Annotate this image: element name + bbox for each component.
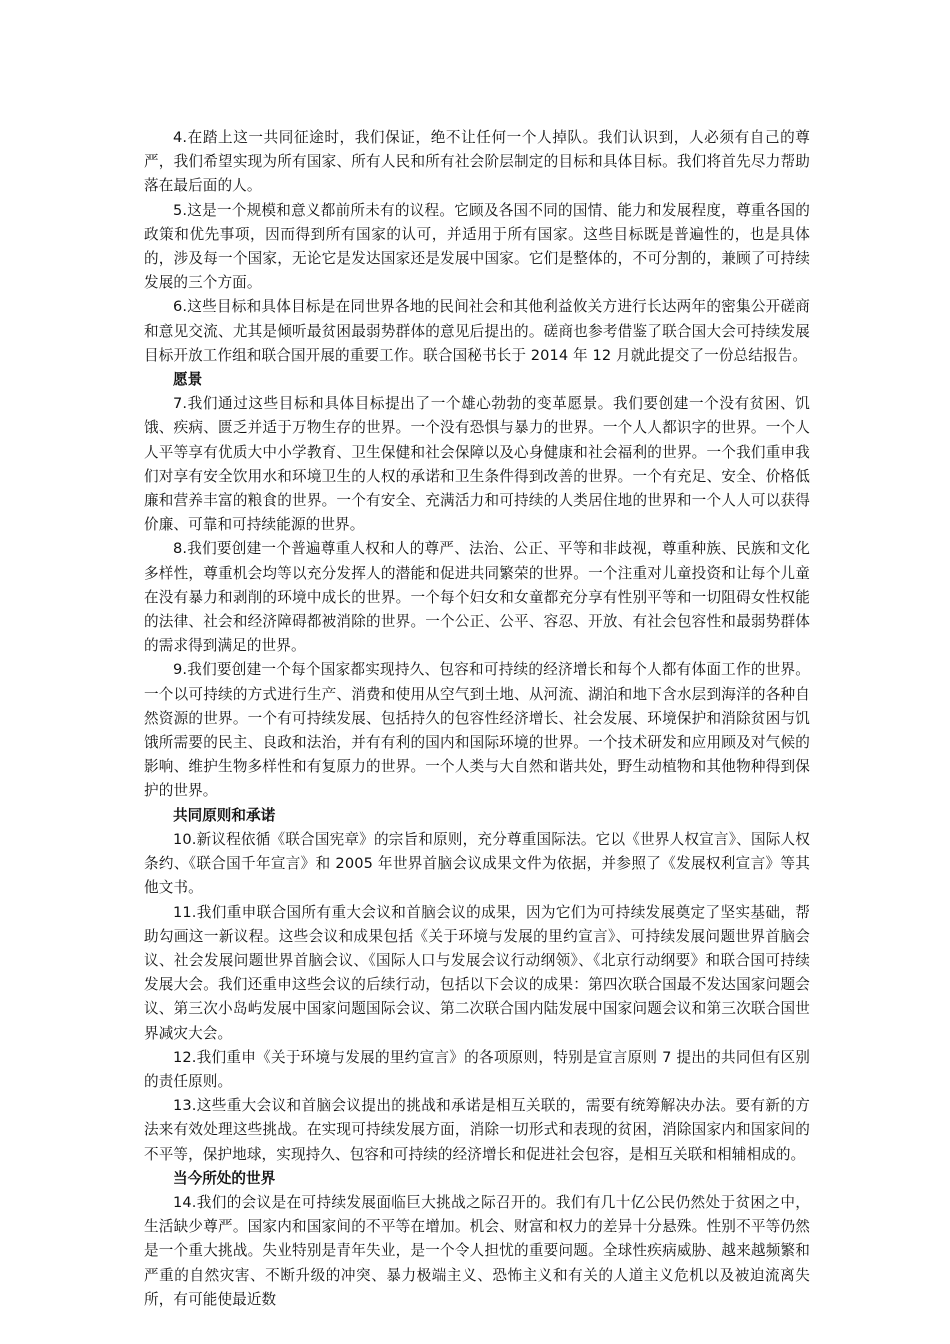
- document-body: [144, 126, 810, 1312]
- paragraph-14: 14.我们的会议是在可持续发展面临巨大挑战之际召开的。我们有几十亿公民仍然处于贫困之中，生活缺少尊严。国家内和国家间的不平等在增加。机会、财富和权力的差异十分悬殊。性别不平等仍然是一个重大挑战。失业特别是青年失业，是一个令人担忧的重要问题。全球性疾病威胁、越来越频繁和严重的自然灾害、不断升级的冲突、暴力极端主义、恐怖主义和有关的人道主义危机以及被迫流离失所，有可能使最近数: [144, 1193, 810, 1308]
- paragraph-6: 6.这些目标和具体目标是在同世界各地的民间社会和其他利益攸关方进行长达两年的密集公开磋商和意见交流、尤其是倾听最贫困最弱势群体的意见后提出的。磋商也参考借鉴了联合国大会可持续发展目标开放工作组和联合国开展的重要工作。联合国秘书长于 2014 年 12 月就此提交了一份总结报告。: [144, 298, 810, 364]
- paragraph-8: 8.我们要创建一个普遍尊重人权和人的尊严、法治、公正、平等和非歧视，尊重种族、民族和文化多样性，尊重机会均等以充分发挥人的潜能和促进共同繁荣的世界。一个注重对儿童投资和让每个儿童在没有暴力和剥削的环境中成长的世界。一个每个妇女和女童都充分享有性别平等和一切阻碍女性权能的法律、社会和经济障碍都被消除的世界。一个公正、公平、容忍、开放、有社会包容性和最弱势群体的需求得到满足的世界。: [144, 540, 810, 655]
- paragraph-5: 5.这是一个规模和意义都前所未有的议程。它顾及各国不同的国情、能力和发展程度，尊重各国的政策和优先事项，因而得到所有国家的认可，并适用于所有国家。这些目标既是普遍性的，也是具体的，涉及每一个国家，无论它是发达国家还是发展中国家。它们是整体的，不可分割的，兼顾了可持续发展的三个方面。: [144, 201, 810, 292]
- paragraph-7: 7.我们通过这些目标和具体目标提出了一个雄心勃勃的变革愿景。我们要创建一个没有贫困、饥饿、疾病、匮乏并适于万物生存的世界。一个没有恐惧与暴力的世界。一个人人都识字的世界。一个人人平等享有优质大中小学教育、卫生保健和社会保障以及心身健康和社会福利的世界。一个我们重申我们对享有安全饮用水和环境卫生的人权的承诺和卫生条件得到改善的世界。一个有充足、安全、价格低廉和营养丰富的粮食的世界。一个有安全、充满活力和可持续的人类居住地的世界和一个人人可以获得价廉、可靠和可持续能源的世界。: [144, 395, 810, 534]
- section-heading-principles: 共同原则和承诺: [173, 806, 276, 824]
- paragraph-11: 11.我们重申联合国所有重大会议和首脑会议的成果，因为它们为可持续发展奠定了坚实基础，帮助勾画这一新议程。这些会议和成果包括《关于环境与发展的里约宣言》、可持续发展问题世界首脑会议、社会发展问题世界首脑会议、《国际人口与发展会议行动纲领》、《北京行动纲要》和联合国可持续发展大会。我们还重申这些会议的后续行动，包括以下会议的成果：第四次联合国最不发达国家问题会议、第三次小岛屿发展中国家问题国际会议、第二次联合国内陆发展中国家问题会议和第三次联合国世界减灾大会。: [144, 903, 810, 1042]
- paragraph-13: 13.这些重大会议和首脑会议提出的挑战和承诺是相互关联的，需要有统筹解决办法。要有新的方法来有效处理这些挑战。在实现可持续发展方面，消除一切形式和表现的贫困，消除国家内和国家间的不平等，保护地球，实现持久、包容和可持续的经济增长和促进社会包容，是相互关联和相辅相成的。: [144, 1097, 810, 1163]
- section-heading-vision: 愿景: [173, 371, 203, 389]
- section-heading-world-today: 当今所处的世界: [173, 1169, 276, 1187]
- paragraph-4: 4.在踏上这一共同征途时，我们保证，绝不让任何一个人掉队。我们认识到，人必须有自己的尊严，我们希望实现为所有国家、所有人民和所有社会阶层制定的目标和具体目标。我们将首先尽力帮助落在最后面的人。: [144, 129, 810, 195]
- paragraph-9: 9.我们要创建一个每个国家都实现持久、包容和可持续的经济增长和每个人都有体面工作的世界。一个以可持续的方式进行生产、消费和使用从空气到土地、从河流、湖泊和地下含水层到海洋的各种自然资源的世界。一个有可持续发展、包括持久的包容性经济增长、社会发展、环境保护和消除贫困与饥饿所需要的民主、良政和法治，并有有利的国内和国际环境的世界。一个技术研发和应用顾及对气候的影响、维护生物多样性和有复原力的世界。一个人类与大自然和谐共处，野生动植物和其他物种得到保护的世界。: [144, 661, 810, 800]
- paragraph-12: 12.我们重申《关于环境与发展的里约宣言》的各项原则，特别是宣言原则 7 提出的共同但有区别的责任原则。: [144, 1048, 810, 1090]
- paragraph-10: 10.新议程依循《联合国宪章》的宗旨和原则，充分尊重国际法。它以《世界人权宣言》、国际人权条约、《联合国千年宣言》和 2005 年世界首脑会议成果文件为依据，并参照了《发展权利宣言》等其他文书。: [144, 830, 810, 897]
